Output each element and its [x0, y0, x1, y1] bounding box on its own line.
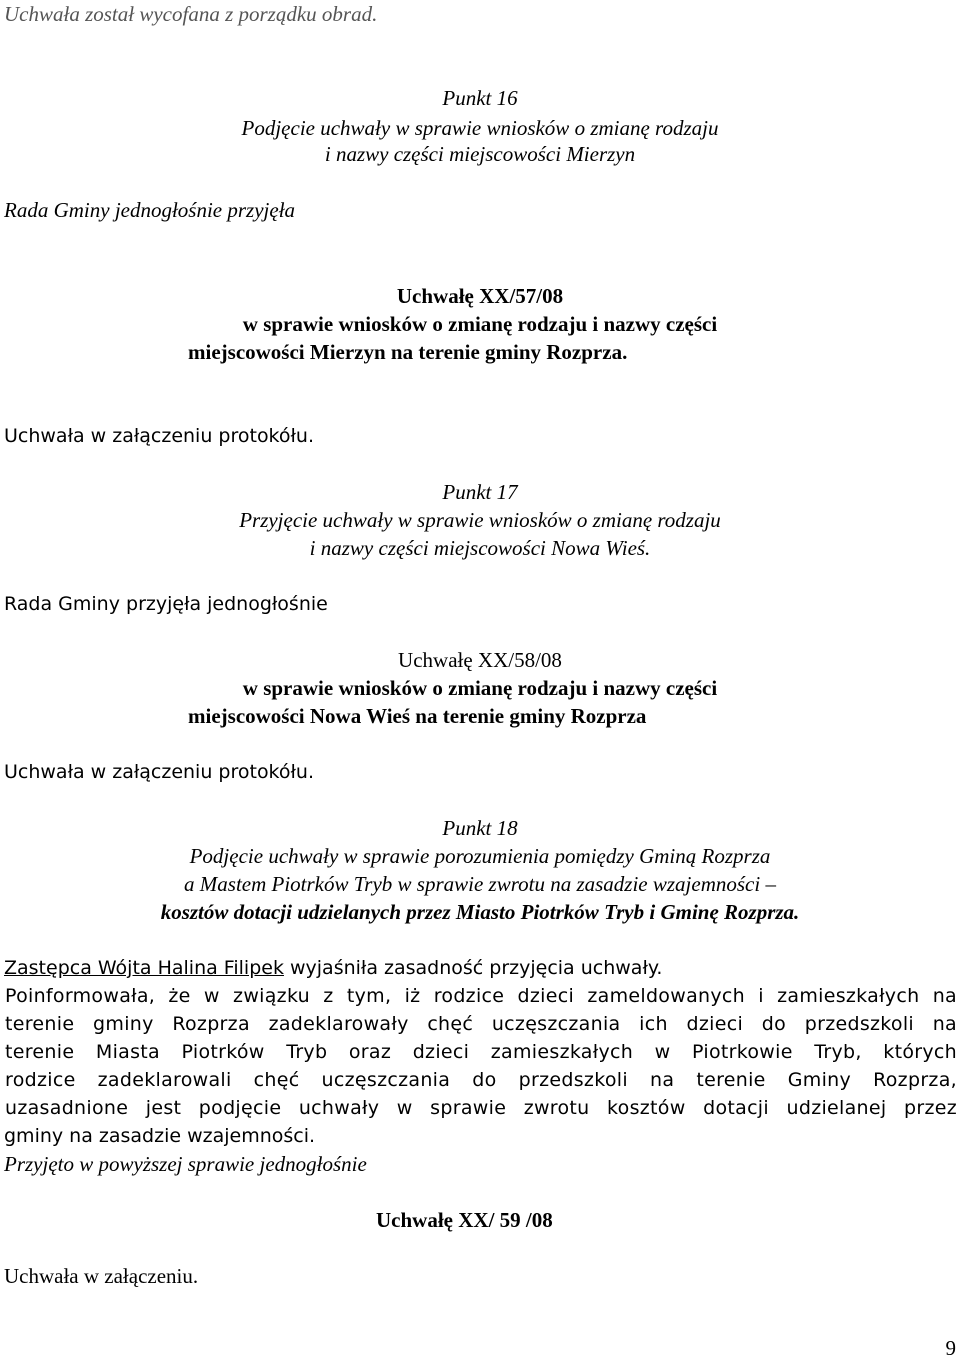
p16-title-line2: i nazwy części miejscowości Mierzyn — [324, 142, 636, 166]
p16-resolution-title: Uchwałę XX/57/08 — [396, 284, 564, 308]
p18-body-last-line: gminy na zasadzie wzajemności. — [4, 1125, 316, 1147]
p17-title-line1: Przyjęcie uchwały w sprawie wniosków o zmianę rodzaju — [239, 508, 721, 532]
p16-resolution-line2: miejscowości Mierzyn na terenie gminy Rozprza. — [188, 340, 628, 364]
p17-attachment-note: Uchwała w załączeniu protokółu. — [4, 761, 314, 783]
page-number: 9 — [945, 1336, 956, 1360]
p18-title-line3: kosztów dotacji udzielanych przez Miasto Piotrków Tryb i Gminę Rozprza. — [160, 900, 800, 924]
p16-attachment-note: Uchwała w załączeniu protokółu. — [4, 425, 314, 447]
p18-body-line: uzasadnione jest podjęcie uchwały w sprawie zwrotu kosztów dotacji udzielanej przez — [5, 1097, 957, 1119]
p17-heading: Punkt 17 — [442, 480, 518, 504]
p18-body-line: terenie gminy Rozprza zadeklarowały chęć uczęszczania ich dzieci do przedszkoli na — [5, 1013, 957, 1035]
p18-speaker-line — [4, 954, 662, 982]
p16-vote: Rada Gminy jednogłośnie przyjęła — [4, 198, 296, 222]
speaker-name: Zastępca Wójta Halina Filipek — [4, 957, 284, 979]
p18-vote: Przyjęto w powyższej sprawie jednogłośnie — [4, 1152, 367, 1176]
p17-title-line2: i nazwy części miejscowości Nowa Wieś. — [309, 536, 651, 560]
p18-body-line: terenie Miasta Piotrków Tryb oraz dzieci zamieszkałych w Piotrkowie Tryb, których — [5, 1041, 957, 1063]
p16-resolution-line1: w sprawie wniosków o zmianę rodzaju i nazwy części — [242, 312, 718, 336]
p18-title-line1: Podjęcie uchwały w sprawie porozumienia pomiędzy Gminą Rozprza — [189, 844, 771, 868]
p18-body-line: rodzice zadeklarowali chęć uczęszczania do przedszkoli na terenie Gminy Rozprza, — [5, 1069, 957, 1091]
p18-body-line: Poinformowała, że w związku z tym, iż rodzice dzieci zameldowanych i zamieszkałych na — [5, 985, 957, 1007]
p18-attachment-note: Uchwała w załączeniu. — [4, 1264, 199, 1288]
p16-title-line1: Podjęcie uchwały w sprawie wniosków o zmianę rodzaju — [241, 116, 719, 140]
p17-vote: Rada Gminy przyjęła jednogłośnie — [4, 593, 328, 615]
p17-resolution-line1: w sprawie wniosków o zmianę rodzaju i nazwy części — [242, 676, 718, 700]
p17-resolution-title: Uchwałę XX/58/08 — [398, 648, 562, 672]
p18-heading: Punkt 18 — [442, 816, 518, 840]
p16-heading: Punkt 16 — [442, 86, 518, 110]
p18-title-line2: a Mastem Piotrków Tryb w sprawie zwrotu na zasadzie wzajemności – — [184, 872, 776, 896]
p18-resolution-title: Uchwałę XX/ 59 /08 — [376, 1208, 553, 1232]
speaker-statement: wyjaśniła zasadność przyjęcia uchwały. — [283, 957, 663, 979]
withdrawn-note: Uchwała został wycofana z porządku obrad. — [4, 2, 378, 26]
p17-resolution-line2: miejscowości Nowa Wieś na terenie gminy Rozprza — [188, 704, 647, 728]
